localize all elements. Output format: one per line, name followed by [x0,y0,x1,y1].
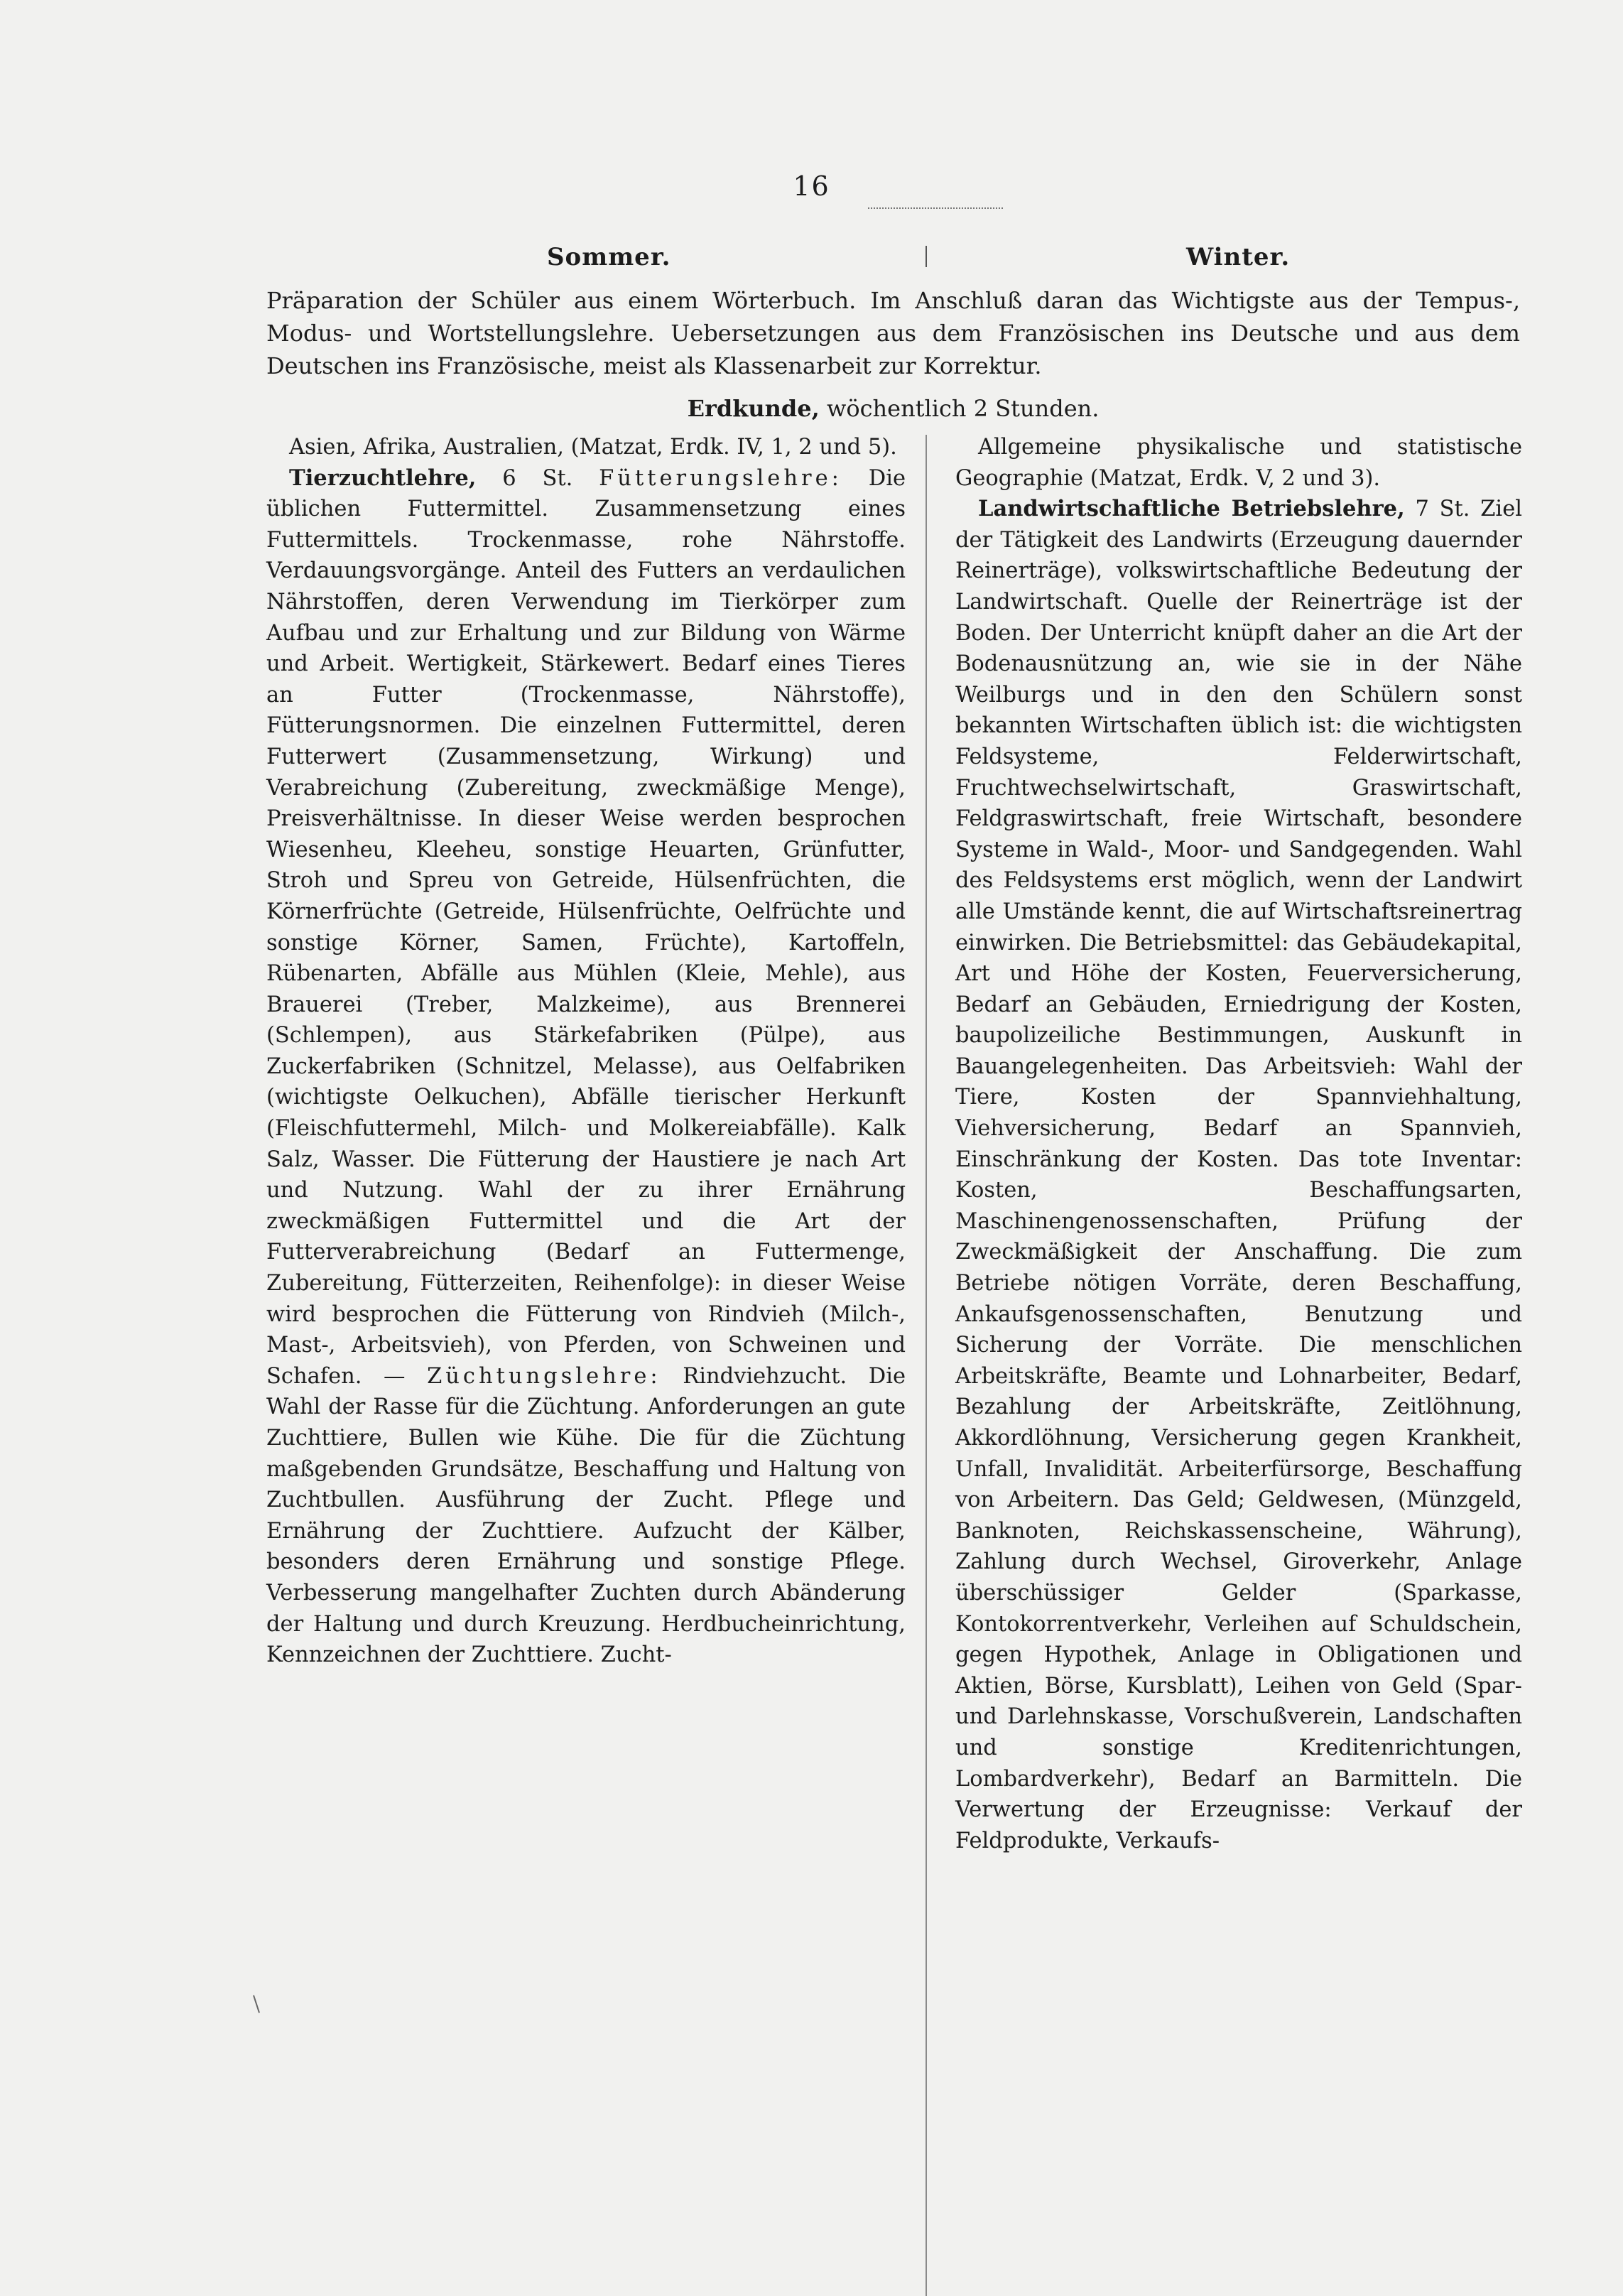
print-speck [253,1995,260,2013]
ornamental-rule [868,207,1003,209]
betriebslehre-paragraph [955,494,1522,1856]
zuechtungslehre-text: Rindviehzucht. Die Wahl der Rasse für die Züchtung. Anforderungen an gute Zuchttiere, Bullen wie Kühe. Die für die Züchtung maßgebenden Grundsätze, Beschaffung und Haltung von Zuchtbullen. Ausführung der Zucht. Pflege und Ernährung der Zuchttiere. Aufzucht der Kälber, besonders deren Ernährung und sonstige Pflege. Verbesserung mangelhafter Zuchten durch Abänderung der Haltung und durch Kreuzung. Herdbucheinrichtung, Kennzeichnen der Zuchttiere. Zucht- [266,1363,906,1668]
column-header-summer: Sommer. [547,243,671,271]
erdkunde-winter-text: Allgemeine physikalische und statistische Geographie (Matzat, Erdk. V, 2 und 3). [955,435,1522,491]
erdkunde-title: Erdkunde, [687,395,820,422]
column-header-winter: Winter. [1186,243,1291,271]
fuetterungslehre-text: Die üblichen Futtermittel. Zusammensetzung eines Futtermittels. Trockenmasse, rohe Nährstoffe. Verdauungsvorgänge. Anteil des Futters an verdaulichen Nährstoffen, deren Verwendung im Tierkörper zum Aufbau und zur Erhaltung und zur Bildung von Wärme und Arbeit. Wertigkeit, Stärkewert. Bedarf eines Tieres an Futter (Trockenmasse, Nährstoffe), Fütterungsnormen. Die einzelnen Futtermittel, deren Futterwert (Zusammensetzung, Wirkung) und Verabreichung (Zubereitung, zweckmäßige Menge), Preisverhältnisse. In dieser Weise werden besprochen Wiesenheu, Kleeheu, sonstige Heuarten, Grünfutter, Stroh und Spreu von Getreide, Hülsenfrüchten, die Körnerfrüchte (Getreide, Hülsenfrüchte, Oelfrüchte und sonstige Körner, Samen, Früchte), Kartoffeln, Rübenarten, Abfälle aus Mühlen (Kleie, Mehle), aus Brauerei (Treber, Malzkeime), aus Brennerei (Schlempen), aus Stärkefabriken (Pülpe), aus Zuckerfabriken (Schnitzel, Melasse), aus Oelfabriken (wichtigste Oelkuchen), Abfälle tierischer Herkunft (Fleischfuttermehl, Milch- und Molkereiabfälle). Kalk Salz, Wasser. Die Fütterung der Haustiere je nach Art und Nutzung. Wahl der zu ihrer Ernährung zweckmäßigen Futtermittel und die Art der Futterverabreichung (Bedarf an Futtermenge, Zubereitung, Fütterzeiten, Reihenfolge): in dieser Weise wird besprochen die Fütterung von Rindvieh (Milch-, Mast-, Arbeitsvieh), von Pferden, von Schweinen und Schafen. — [266,465,906,1389]
betriebslehre-text: Ziel der Tätigkeit des Landwirts (Erzeugung dauernder Reinerträge), volkswirtschaftliche Bedeutung der Landwirtschaft. Quelle der Reinerträge ist der Boden. Der Unterricht knüpft daher an die Art der Bodenausnützung an, wie sie in der Nähe Weilburgs und in den den Schülern sonst bekannten Wirtschaften üblich ist: die wichtigsten Feldsysteme, Felderwirtschaft, Fruchtwechselwirtschaft, Graswirtschaft, Feldgraswirtschaft, freie Wirtschaft, besondere Systeme in Wald-, Moor- und Sandgegenden. Wahl des Feldsystems erst möglich, wenn der Landwirt alle Umstände kennt, die auf Wirtschaftsreinertrag einwirken. Die Betriebsmittel: das Gebäudekapital, Art und Höhe der Kosten, Feuerversicherung, Bedarf an Gebäuden, Erniedrigung der Kosten, baupolizeiliche Bestimmungen, Auskunft in Bauangelegenheiten. Das Arbeitsvieh: Wahl der Tiere, Kosten der Spannviehhaltung, Viehversicherung, Bedarf an Spannvieh, Einschränkung der Kosten. Das tote Inventar: Kosten, Beschaffungsarten, Maschinengenossenschaften, Prüfung der Zweckmäßigkeit der Anschaffung. Die zum Betriebe nötigen Vorräte, deren Beschaffung, Ankaufsgenossenschaften, Benutzung und Sicherung der Vorräte. Die menschlichen Arbeitskräfte, Beamte und Lohnarbeiter, Bedarf, Bezahlung der Arbeitskräfte, Zeitlöhnung, Akkordlöhnung, Versicherung gegen Krankheit, Unfall, Invalidität. Arbeiterfürsorge, Beschaffung von Arbeitern. Das Geld; Geldwesen, (Münzgeld, Banknoten, Reichskassenscheine, Währung), Zahlung durch Wechsel, Giroverkehr, Anlage überschüssiger Gelder (Sparkasse, Kontokorrentverkehr, Verleihen auf Schuldschein, gegen Hypothek, Anlage in Obligationen und Aktien, Börse, Kursblatt), Leihen von Geld (Spar- und Darlehnskasse, Vorschußverein, Landschaften und sonstige Kreditenrichtungen, Lombardverkehr), Bedarf an Barmitteln. Die Verwertung der Erzeugnisse: Verkauf der Feldprodukte, Verkaufs- [955,497,1522,1853]
column-divider [926,435,927,2296]
betriebslehre-title: Landwirtschaftliche Betriebslehre, [978,496,1405,522]
betriebslehre-hours: 7 St. [1404,497,1470,522]
intro-paragraph: Präparation der Schüler aus einem Wörterbuch. Im Anschluß daran das Wichtigste aus der Tempus-, Modus- und Wortstellungslehre. Uebersetzungen aus dem Französischen ins Deutsche und aus dem Deutschen ins Französische, meist als Klassenarbeit zur Korrektur. [266,287,1520,379]
winter-column [955,432,1522,1856]
erdkunde-subtitle: wöchentlich 2 Stunden. [819,395,1100,422]
tierzucht-paragraph [266,463,906,1671]
zuechtungslehre-heading: Züchtungslehre: [427,1363,661,1389]
section-title-erdkunde [266,392,1520,425]
header-divider [926,246,927,267]
tierzucht-title: Tierzuchtlehre, [289,465,477,491]
fuetterungslehre-heading: Fütterungslehre: [599,465,842,491]
erdkunde-summer-text: Asien, Afrika, Australien, (Matzat, Erdk. IV, 1, 2 und 5). [289,435,897,460]
summer-column [266,432,906,1671]
tierzucht-hours: 6 St. [476,465,599,491]
page-number: 16 [793,170,830,202]
